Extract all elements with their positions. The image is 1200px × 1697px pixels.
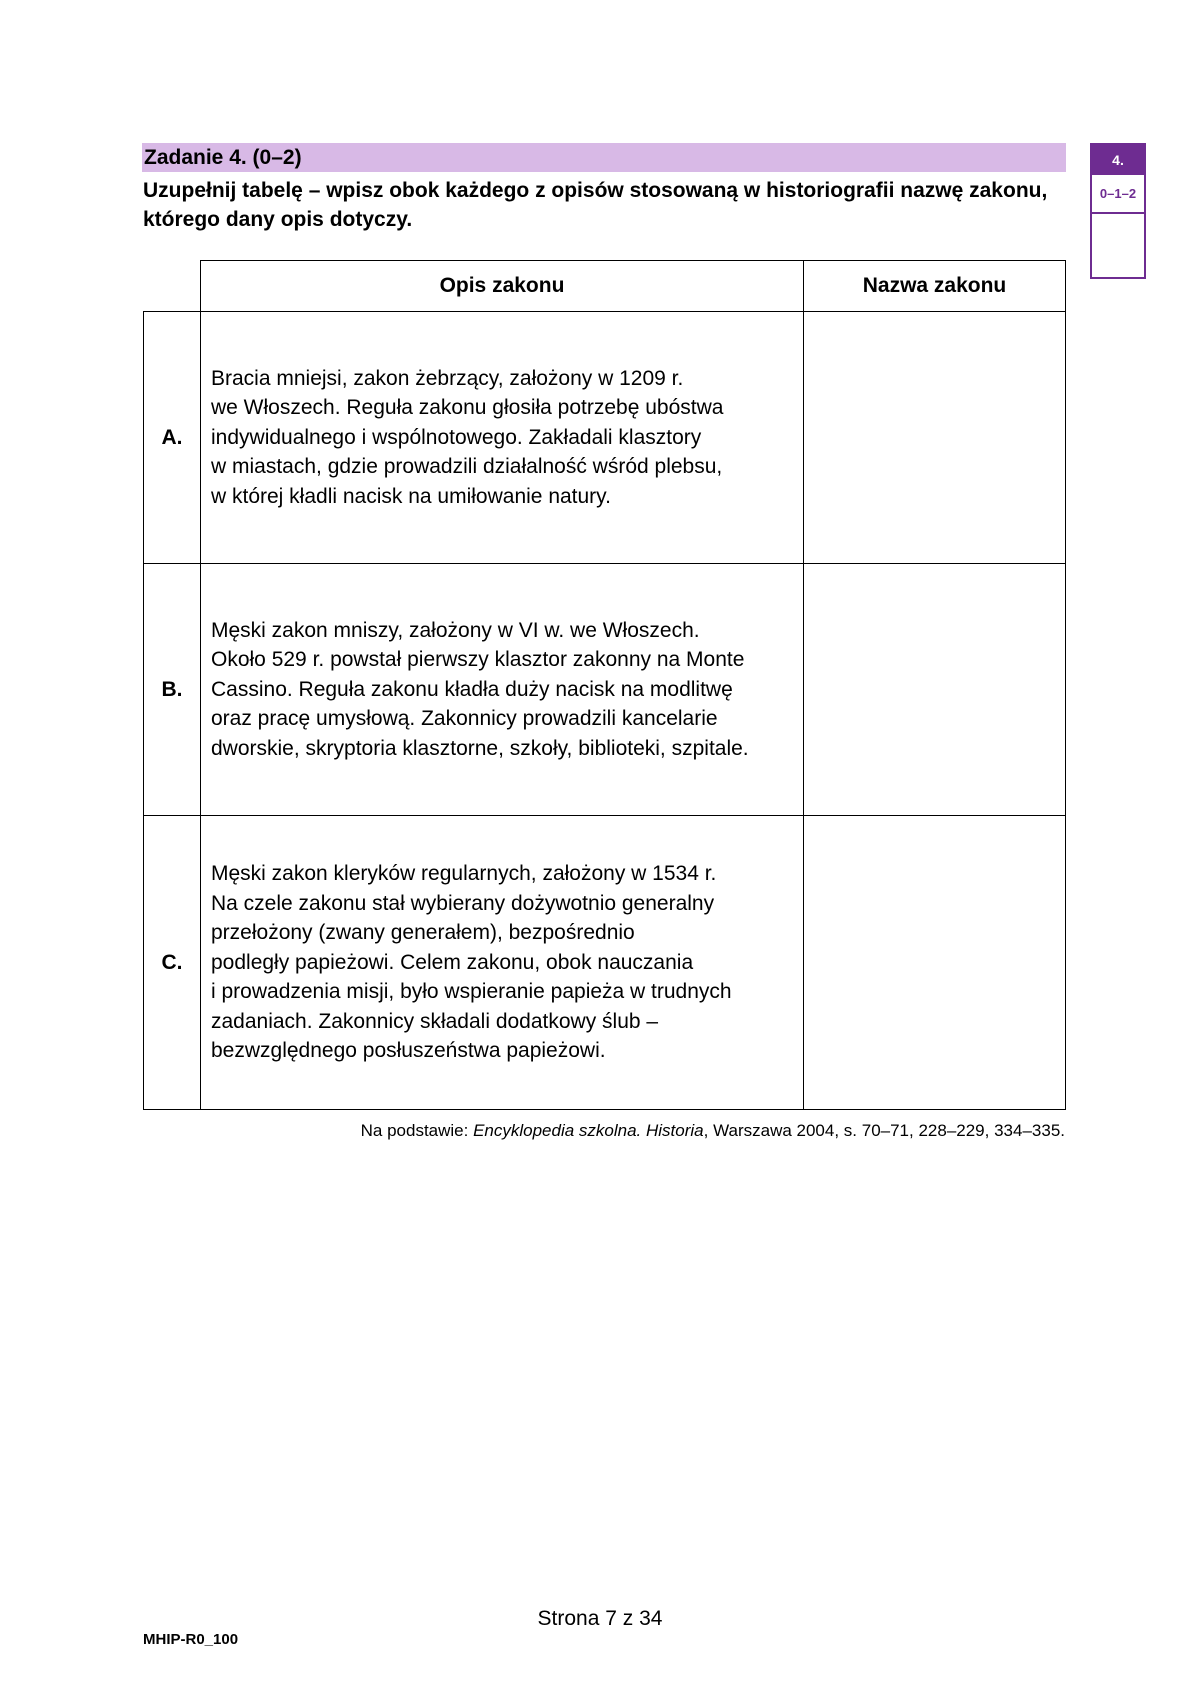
description-line: i prowadzenia misji, było wspieranie papieża w trudnych [211,980,732,1004]
exam-code: MHIP-R0_100 [143,1631,239,1648]
description-line: Męski zakon kleryków regularnych, założony w 1534 r. [211,862,717,886]
task-title: Zadanie 4. (0–2) [142,143,1066,172]
description-line: Cassino. Reguła zakonu kładła duży nacisk na modlitwę [211,677,733,701]
source-citation [143,1120,1065,1142]
description-line: bezwzględnego posłuszeństwa papieżowi. [211,1039,606,1063]
description-line: przełożony (zwany generałem), bezpośrednio [211,921,635,945]
orders-table [143,260,1066,1110]
task-instruction: Uzupełnij tabelę – wpisz obok każdego z opisów stosowaną w historiografii nazwę zakonu, którego dany opis dotyczy. [143,179,1048,231]
description-line: podległy papieżowi. Celem zakonu, obok nauczania [211,950,694,974]
description-line: w miastach, gdzie prowadzili działalność wśród plebsu, [211,455,723,479]
description-line: indywidualnego i wspólnotowego. Zakładali klasztory [211,425,702,449]
row-letter: A. [144,312,201,564]
source-prefix: Na podstawie: [360,1121,474,1140]
page-number: Strona 7 z 34 [537,1607,663,1630]
header-description: Opis zakonu [201,261,804,312]
description-line: we Włoszech. Reguła zakonu głosiła potrzebę ubóstwa [211,396,724,420]
description-line: zadaniach. Zakonnicy składali dodatkowy ślub – [211,1009,659,1033]
score-points-scale: 0–1–2 [1092,175,1144,214]
score-task-number: 4. [1092,145,1144,175]
table-row [144,564,1066,816]
description-line: Na czele zakonu stał wybierany dożywotnio generalny [211,891,715,915]
description-line: Męski zakon mniszy, założony w VI w. we Włoszech. [211,618,700,642]
order-description [201,564,804,816]
description-line: oraz pracę umysłową. Zakonnicy prowadzili kancelarie [211,707,718,731]
source-suffix: , Warszawa 2004, s. 70–71, 228–229, 334–335. [703,1121,1065,1140]
row-letter: C. [144,816,201,1110]
description-line: Około 529 r. powstał pierwszy klasztor zakonny na Monte [211,648,745,672]
source-title: Encyklopedia szkolna. Historia [473,1121,704,1140]
order-description [201,816,804,1110]
table-corner [144,261,201,312]
description-line: dworskie, skryptoria klasztorne, szkoły, biblioteki, szpitale. [211,736,749,760]
description-line: Bracia mniejsi, zakon żebrzący, założony w 1209 r. [211,366,684,390]
header-order-name: Nazwa zakonu [804,261,1066,312]
order-name-answer-field[interactable] [804,816,1066,1110]
order-name-answer-field[interactable] [804,564,1066,816]
order-name-answer-field[interactable] [804,312,1066,564]
score-box [1090,143,1146,279]
order-description [201,312,804,564]
table-row [144,816,1066,1110]
description-line: w której kładli nacisk na umiłowanie natury. [211,484,611,508]
table-row [144,312,1066,564]
row-letter: B. [144,564,201,816]
